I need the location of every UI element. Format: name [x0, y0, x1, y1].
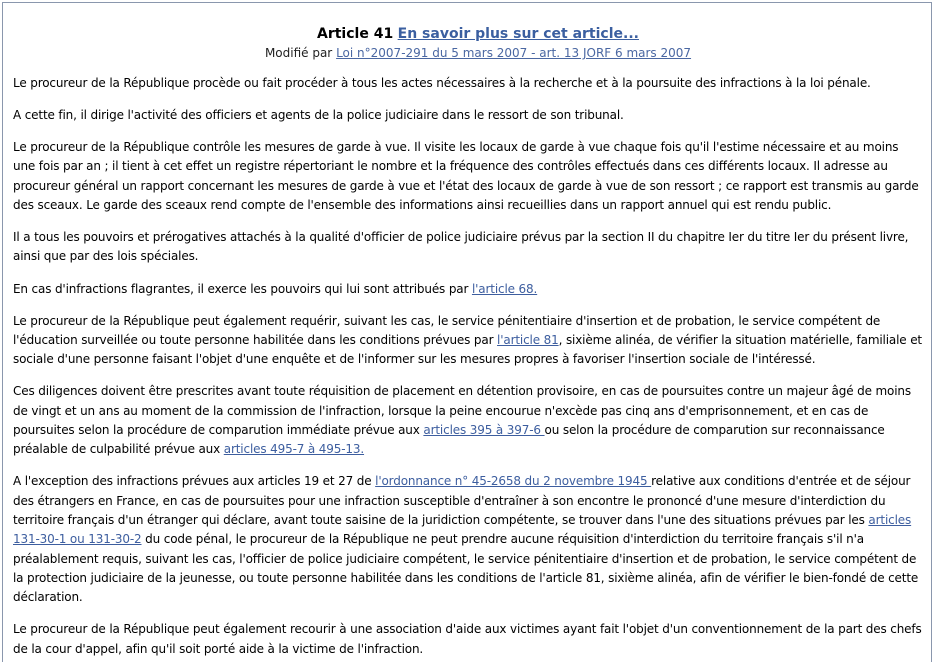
paragraph-5-text: En cas d'infractions flagrantes, il exerce les pouvoirs qui lui sont attribués par	[13, 281, 472, 296]
article-68-link[interactable]: l'article 68.	[471, 281, 538, 296]
paragraph-6	[13, 312, 923, 370]
article-number: Article 41	[317, 26, 394, 42]
paragraph-4: Il a tous les pouvoirs et prérogatives attachés à la qualité d'officier de police judiciaire prévus par la section II du chapitre Ier du titre Ier du présent livre, ainsi que par des lois spéciales.	[13, 230, 909, 264]
paragraph-6-text-start: Le procureur de la République peut également requérir, suivant les cas, le service pénitentiaire d'insertion et de probation, le service compétent de l'éducation surveillée ou toute personne habilitée dans les conditions prévues par	[13, 313, 881, 347]
paragraph-8-text-middle: relative aux conditions d'entrée et de séjour des étrangers en France, en cas de poursuites pour une infraction susceptible d'entraîner à son encontre le prononcé d'une mesure d'interdiction du territoire français d'un étranger qui déclare, avant toute saisine de la juridiction compétente, se trouver dans l'une des situations prévues par les	[13, 474, 911, 527]
articles-131-30-link[interactable]: articles 131-30-1 ou 131-30-2	[13, 512, 912, 547]
paragraph-5	[13, 280, 923, 299]
paragraph-7-text-middle: ou selon la procédure de comparution sur reconnaissance préalable de culpabilité prévue aux	[13, 422, 885, 457]
paragraph-7	[13, 382, 923, 459]
paragraph-9: Le procureur de la République peut également recourir à une association d'aide aux victimes ayant fait l'objet d'un conventionnement de la part des chefs de la cour d'appel, afin qu'il soit porté aide à la victime de l'infraction.	[13, 622, 922, 656]
ordonnance-link[interactable]: l'ordonnance n° 45-2658 du 2 novembre 1945	[375, 474, 652, 489]
modifying-law-link[interactable]: Loi n°2007-291 du 5 mars 2007 - art. 13 JORF 6 mars 2007	[336, 46, 692, 60]
paragraph-7-text-start: Ces diligences doivent être prescrites avant toute réquisition de placement en détention provisoire, en cas de poursuites contre un majeur âgé de moins de vingt et un ans au moment de la commission de l'infraction, lorsque la peine encourue n'excède pas cinq ans d'emprisonnement, et en cas de poursuites selon la procédure de comparution immédiate prévue aux	[13, 384, 911, 437]
modified-prefix: Modifié par	[264, 46, 333, 60]
paragraph-8-text-start: A l'exception des infractions prévues aux articles 19 et 27 de	[13, 474, 376, 489]
paragraph-3: Le procureur de la République contrôle les mesures de garde à vue. Il visite les locaux de garde à vue chaque fois qu'il l'estime nécessaire et au moins une fois par an ; il tient à cet effet un registre répertoriant le nombre et la fréquence des contrôles effectués dans ces différents locaux. Il adresse au procureur général un rapport concernant les mesures de garde à vue et l'état des locaux de garde à vue de son ressort ; ce rapport est transmis au garde des sceaux. Le garde des sceaux rend compte de l'ensemble des informations ainsi recueillies dans un rapport annuel qui est rendu public.	[13, 140, 919, 213]
paragraph-2: A cette fin, il dirige l'activité des officiers et agents de la police judiciaire dans le ressort de son tribunal.	[13, 108, 624, 123]
paragraph-1: Le procureur de la République procède ou fait procéder à tous les actes nécessaires à la recherche et à la poursuite des infractions à la loi pénale.	[13, 76, 871, 90]
paragraph-8	[13, 472, 923, 607]
modification-line	[33, 44, 923, 62]
learn-more-link[interactable]: En savoir plus sur cet article...	[397, 26, 639, 42]
article-header	[33, 24, 923, 44]
paragraph-8-text-end: du code pénal, le procureur de la République ne peut prendre aucune réquisition d'interdiction du territoire français s'il n'a préalablement requis, suivant les cas, l'officier de police judiciaire compétent, le service pénitentiaire d'insertion et de probation, le service compétent de la protection judiciaire de la jeunesse, ou toute personne habilitée dans les conditions de l'article 81, sixième alinéa, afin de vérifier le bien-fondé de cette déclaration.	[13, 532, 919, 605]
articles-495-link[interactable]: articles 495-7 à 495-13.	[223, 442, 365, 457]
articles-395-397-link[interactable]: articles 395 à 397-6	[423, 422, 545, 437]
article-content	[13, 24, 923, 659]
article-81-link[interactable]: l'article 81	[497, 332, 559, 347]
paragraph-6-text-end: , sixième alinéa, de vérifier la situation matérielle, familiale et sociale d'une personne faisant l'objet d'une enquête et de l'informer sur les mesures propres à favoriser l'insertion sociale de l'intéressé.	[13, 332, 922, 367]
